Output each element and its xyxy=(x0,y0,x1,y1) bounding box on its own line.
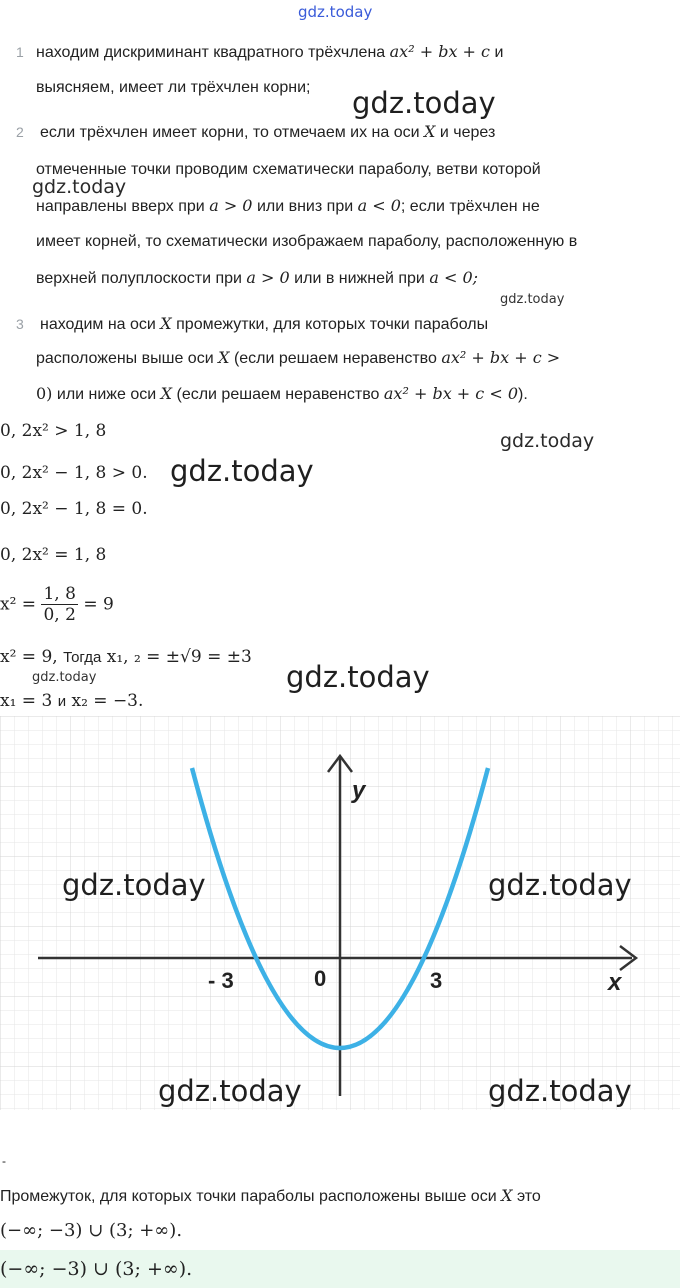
step-1-line-2: выясняем, имеет ли трёхчлен корни; xyxy=(36,79,311,96)
dash-mark: - xyxy=(2,1154,6,1168)
watermark: gdz.today xyxy=(488,868,632,902)
watermark: gdz.today xyxy=(158,1074,302,1108)
step-math: a > 0 xyxy=(246,268,290,287)
step-text: ). xyxy=(518,386,528,403)
answer-box xyxy=(0,1250,680,1288)
origin-label: 0 xyxy=(314,966,327,991)
watermark: gdz.today xyxy=(32,176,127,198)
step-text: и через xyxy=(439,124,496,141)
x-axis-label: x xyxy=(608,969,622,996)
eq-word: и xyxy=(57,693,67,710)
step-math: ax² + bx + c < 0 xyxy=(383,384,519,403)
parabola-graph xyxy=(0,716,680,1110)
step-2-number: 2 xyxy=(16,124,24,140)
step-text: и xyxy=(494,44,504,61)
conclusion-interval: (−∞; −3) ∪ (3; +∞). xyxy=(0,1220,183,1241)
top-watermark: gdz.today xyxy=(298,3,373,21)
eq-lhs: x² = xyxy=(0,594,37,615)
eq-part: x₁ = 3 xyxy=(0,691,53,711)
step-text: (если решаем неравенство xyxy=(233,350,437,367)
step-text: находим на оси xyxy=(40,316,156,333)
answer-text: (−∞; −3) ∪ (3; +∞). xyxy=(0,1258,193,1280)
step-2-line-2: отмеченные точки проводим схематически параболу, ветви которой xyxy=(36,161,541,178)
step-math: a < 0 xyxy=(357,196,401,215)
equation-2: 0, 2x² − 1, 8 > 0. xyxy=(0,463,148,483)
step-math: X xyxy=(160,384,173,403)
watermark: gdz.today xyxy=(500,430,595,452)
fraction xyxy=(41,584,77,625)
step-1-number: 1 xyxy=(16,44,24,60)
step-math: X xyxy=(424,122,436,141)
step-2-line-3 xyxy=(36,196,540,217)
eq-part: x₁, ₂ = ±√9 = ±3 xyxy=(106,647,252,667)
step-text: промежутки, для которых точки параболы xyxy=(176,316,489,333)
step-text: или вниз при xyxy=(256,198,354,215)
step-math: a < 0; xyxy=(429,268,479,287)
step-math: X xyxy=(218,348,230,367)
conclusion-math: X xyxy=(501,1186,513,1205)
fraction-denominator: 0, 2 xyxy=(43,605,76,625)
step-math: 0) xyxy=(36,384,53,403)
step-math: a > 0 xyxy=(209,196,253,215)
eq-word: Тогда xyxy=(63,649,102,666)
watermark: gdz.today xyxy=(170,454,314,488)
step-math: X xyxy=(160,314,172,333)
y-axis-label: y xyxy=(352,777,366,804)
step-text: расположены выше оси xyxy=(36,350,214,367)
step-math: ax² + bx + c > xyxy=(441,348,561,367)
step-3-line-1 xyxy=(40,314,488,335)
equation-3: 0, 2x² − 1, 8 = 0. xyxy=(0,499,148,519)
equation-1: 0, 2x² > 1, 8 xyxy=(0,421,107,441)
step-1-line-1 xyxy=(36,42,503,63)
conclusion-part: это xyxy=(516,1188,541,1205)
eq-part: x₂ = −3. xyxy=(71,691,144,711)
step-2-line-1 xyxy=(40,122,495,143)
watermark: gdz.today xyxy=(286,660,430,694)
left-root-label: - 3 xyxy=(208,968,234,993)
conclusion-part: Промежуток, для которых точки параболы расположены выше оси xyxy=(0,1188,497,1205)
eq-part: x² = 9, xyxy=(0,647,58,667)
watermark: gdz.today xyxy=(488,1074,632,1108)
right-root-label: 3 xyxy=(430,968,443,993)
step-2-line-4: имеет корней, то схематически изображаем параболу, расположенную в xyxy=(36,233,578,250)
conclusion-text xyxy=(0,1186,541,1206)
step-3-line-3 xyxy=(36,384,528,405)
equation-6 xyxy=(0,646,252,669)
step-text: ; если трёхчлен не xyxy=(400,198,540,215)
equation-4: 0, 2x² = 1, 8 xyxy=(0,545,107,565)
fraction-numerator: 1, 8 xyxy=(43,584,76,604)
watermark: gdz.today xyxy=(32,670,97,685)
eq-rhs: = 9 xyxy=(83,594,114,615)
step-3-number: 3 xyxy=(16,316,24,332)
step-math: ax² + bx + c xyxy=(389,42,490,61)
watermark: gdz.today xyxy=(500,292,565,307)
step-text: если трёхчлен имеет корни, то отмечаем их на оси xyxy=(40,124,420,141)
step-text: (если решаем неравенство xyxy=(176,386,380,403)
step-3-line-2 xyxy=(36,348,560,369)
step-text: направлены вверх при xyxy=(36,198,205,215)
step-text: находим дискриминант квадратного трёхчлена xyxy=(36,44,386,61)
watermark: gdz.today xyxy=(352,86,496,120)
step-text: или в нижней при xyxy=(294,270,425,287)
equation-7 xyxy=(0,690,143,713)
step-text: или ниже оси xyxy=(56,386,157,403)
step-2-line-5 xyxy=(36,268,478,289)
equation-5 xyxy=(0,584,114,625)
watermark: gdz.today xyxy=(62,868,206,902)
step-text: верхней полуплоскости при xyxy=(36,270,242,287)
